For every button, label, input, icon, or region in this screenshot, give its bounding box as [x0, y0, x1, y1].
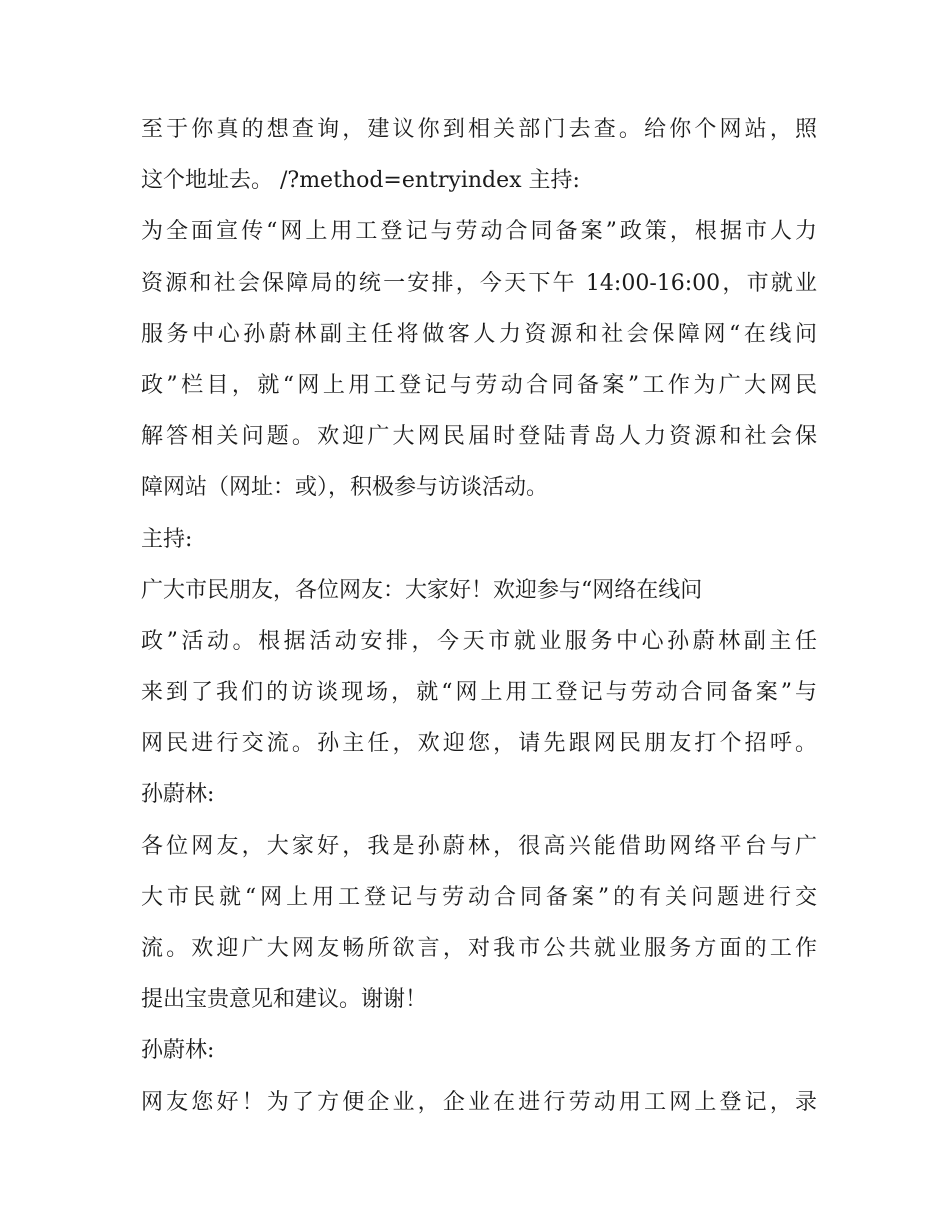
text-line-17: 流。欢迎广大网友畅所欲言，对我市公共就业服务方面的工作 — [141, 936, 817, 961]
text-line-16: 大市民就“网上用工登记与劳动合同备案”的有关问题进行交 — [141, 884, 817, 910]
text-line-15: 各位网友，大家好，我是孙蔚林，很高兴能借助网络平台与广 — [141, 833, 817, 859]
speaker-label-sun-2: 孙蔚林: — [141, 1038, 215, 1064]
text-line-11: 政”活动。根据活动安排，今天市就业服务中心孙蔚林副主任 — [141, 628, 817, 654]
text-line-7: 解答相关问题。欢迎广大网民届时登陆青岛人力资源和社会保 — [141, 424, 817, 450]
text-line-20: 网友您好！为了方便企业，企业在进行劳动用工网上登记，录 — [141, 1089, 817, 1115]
text-line-1: 至于你真的想查询，建议你到相关部门去查。给你个网站，照 — [141, 117, 817, 142]
text-line-5: 服务中心孙蔚林副主任将做客人力资源和社会保障网“在线问 — [141, 321, 817, 347]
speaker-label-host: 主持: — [141, 526, 193, 552]
text-line-2: 这个地址去。 /?method=entryindex 主持: — [141, 168, 580, 194]
text-line-10: 广大市民朋友，各位网友：大家好！欢迎参与“网络在线问 — [141, 577, 703, 603]
document-body — [141, 104, 817, 1128]
speaker-label-sun-1: 孙蔚林: — [141, 782, 215, 808]
text-line-13: 网民进行交流。孙主任，欢迎您，请先跟网民朋友打个招呼。 — [141, 731, 817, 757]
text-line-4: 资源和社会保障局的统一安排，今天下午 14:00-16:00，市就业 — [141, 270, 817, 296]
text-line-8: 障网站（网址：或），积极参与访谈活动。 — [141, 475, 549, 501]
text-line-6: 政”栏目，就“网上用工登记与劳动合同备案”工作为广大网民 — [141, 372, 817, 398]
text-line-18: 提出宝贵意见和建议。谢谢！ — [141, 987, 428, 1013]
text-line-12: 来到了我们的访谈现场，就“网上用工登记与劳动合同备案”与 — [141, 680, 817, 706]
text-line-3: 为全面宣传“网上用工登记与劳动合同备案”政策，根据市人力 — [141, 219, 817, 245]
